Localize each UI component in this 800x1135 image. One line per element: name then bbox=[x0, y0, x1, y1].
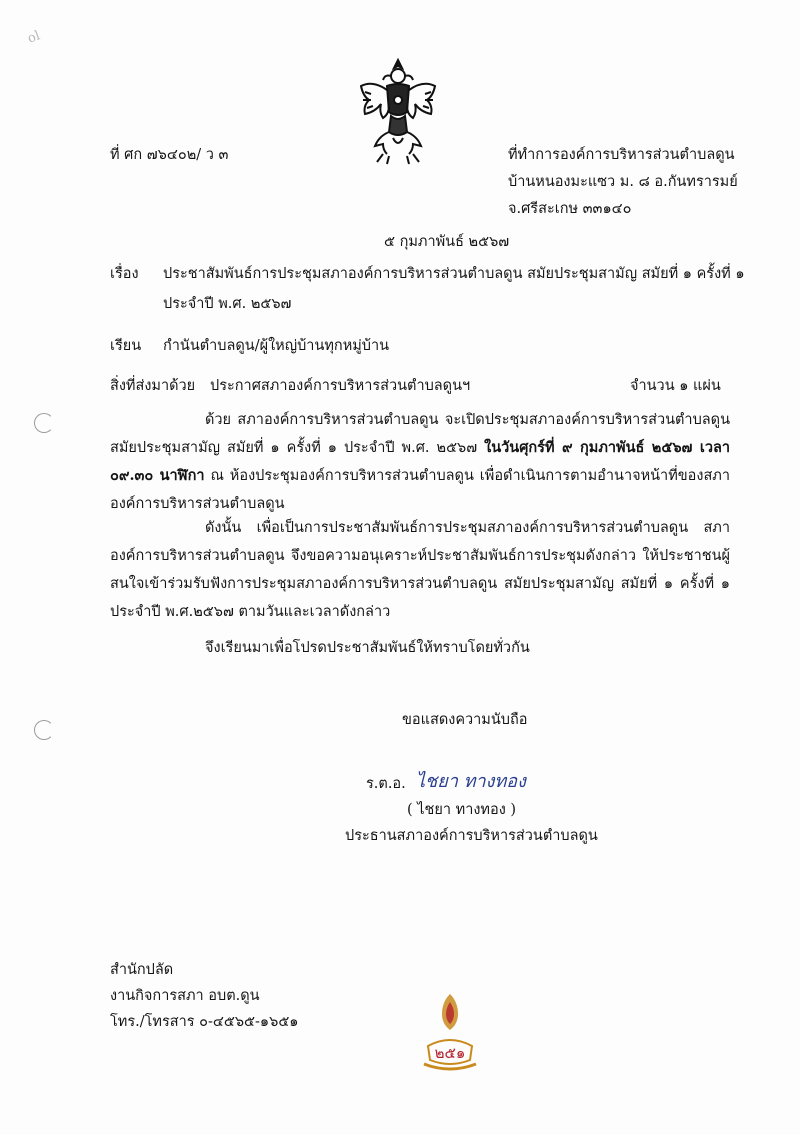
meeting-datetime: ในวันศุกร์ที่ ๙ กุมภาพันธ์ ๒๕๖๗ เวลา ๐๙.๓๐ นาฬิกา bbox=[110, 439, 730, 484]
body-paragraph-3: จึงเรียนมาเพื่อโปรดประชาสัมพันธ์ให้ทราบโดยทั่วกัน bbox=[205, 640, 530, 656]
closing-regards: ขอแสดงความนับถือ bbox=[402, 712, 528, 728]
subject-label: เรื่อง bbox=[110, 266, 139, 282]
enclosure-text: ประกาศสภาองค์การบริหารส่วนตำบลดูนฯ bbox=[210, 378, 471, 394]
punch-hole-mark bbox=[34, 413, 54, 433]
handwritten-signature: ไชยา ทางทอง bbox=[416, 771, 526, 792]
reference-number: ที่ ศก ๗๖๔๐๒/ ว ๓ bbox=[110, 147, 229, 163]
letter-date: ๕ กุมภาพันธ์ ๒๕๖๗ bbox=[384, 234, 510, 250]
recipient-label: เรียน bbox=[110, 338, 142, 354]
sender-address-line-3: จ.ศรีสะเกษ ๓๓๑๔๐ bbox=[508, 201, 632, 217]
garuda-emblem-icon bbox=[357, 56, 439, 166]
signer-position: ประธานสภาองค์การบริหารส่วนตำบลดูน bbox=[345, 828, 598, 844]
sender-address-line-2: บ้านหนองมะแซว ม. ๘ อ.กันทรารมย์ bbox=[508, 174, 738, 190]
body-paragraph-1 bbox=[110, 406, 730, 518]
signer-name: ( ไชยา ทางทอง ) bbox=[407, 802, 517, 818]
subject-line-1: ประชาสัมพันธ์การประชุมสภาองค์การบริหารส่วนตำบลดูน สมัยประชุมสามัญ สมัยที่ ๑ ครั้งที่ ๑ bbox=[163, 266, 745, 282]
body-paragraph-2: ดังนั้น เพื่อเป็นการประชาสัมพันธ์การประชุมสภาองค์การบริหารส่วนตำบลดูน สภาองค์การบริหารส่วนตำบลดูน จึงขอความอนุเคราะห์ประชาสัมพันธ์การประชุมดังกล่าว ให้ประชาชนผู้สนใจเข้าร่วมรับฟังการประชุมสภาองค์การบริหารส่วนตำบลดูน สมัยประชุมสามัญ สมัยที่ ๑ ครั้งที่ ๑ ประจำปี พ.ศ.๒๕๖๗ ตามวันและเวลาดังกล่าว bbox=[110, 520, 730, 620]
enclosure-quantity: จำนวน ๑ แผ่น bbox=[630, 378, 721, 394]
anniversary-emblem-icon bbox=[410, 990, 490, 1075]
sender-address-line-1: ที่ทำการองค์การบริหารส่วนตำบลดูน bbox=[508, 147, 735, 163]
enclosure-label: สิ่งที่ส่งมาด้วย bbox=[110, 378, 196, 394]
subject-line-2: ประจำปี พ.ศ. ๒๕๖๗ bbox=[163, 296, 292, 312]
emblem-number: ๒๕๑ bbox=[434, 1044, 466, 1062]
footer-office: สำนักปลัด bbox=[110, 962, 174, 978]
body-paragraph-1-text-a: ด้วย สภาองค์การบริหารส่วนตำบลดูน จะเปิดประชุมสภาองค์การบริหารส่วนตำบลดูน สมัยประชุมสามัญ สมัยที่ ๑ ครั้งที่ ๑ ประจำปี พ.ศ. ๒๕๖๗ bbox=[110, 412, 730, 456]
signer-rank: ร.ต.อ. bbox=[366, 776, 406, 792]
recipient-text: กำนันตำบลดูน/ผู้ใหญ่บ้านทุกหมู่บ้าน bbox=[163, 338, 390, 354]
footer-division: งานกิจการสภา อบต.ดูน bbox=[110, 988, 260, 1004]
footer-phone: โทร./โทรสาร ๐-๔๕๖๕-๑๖๕๑ bbox=[110, 1014, 299, 1030]
body-paragraph-1-text-b: ณ ห้องประชุมองค์การบริหารส่วนตำบลดูน เพื่อดำเนินการตามอำนาจหน้าที่ของสภาองค์การบริหารส่วนตำบลดูน bbox=[110, 468, 731, 512]
margin-mark: ol bbox=[25, 28, 43, 47]
punch-hole-mark bbox=[34, 720, 54, 740]
